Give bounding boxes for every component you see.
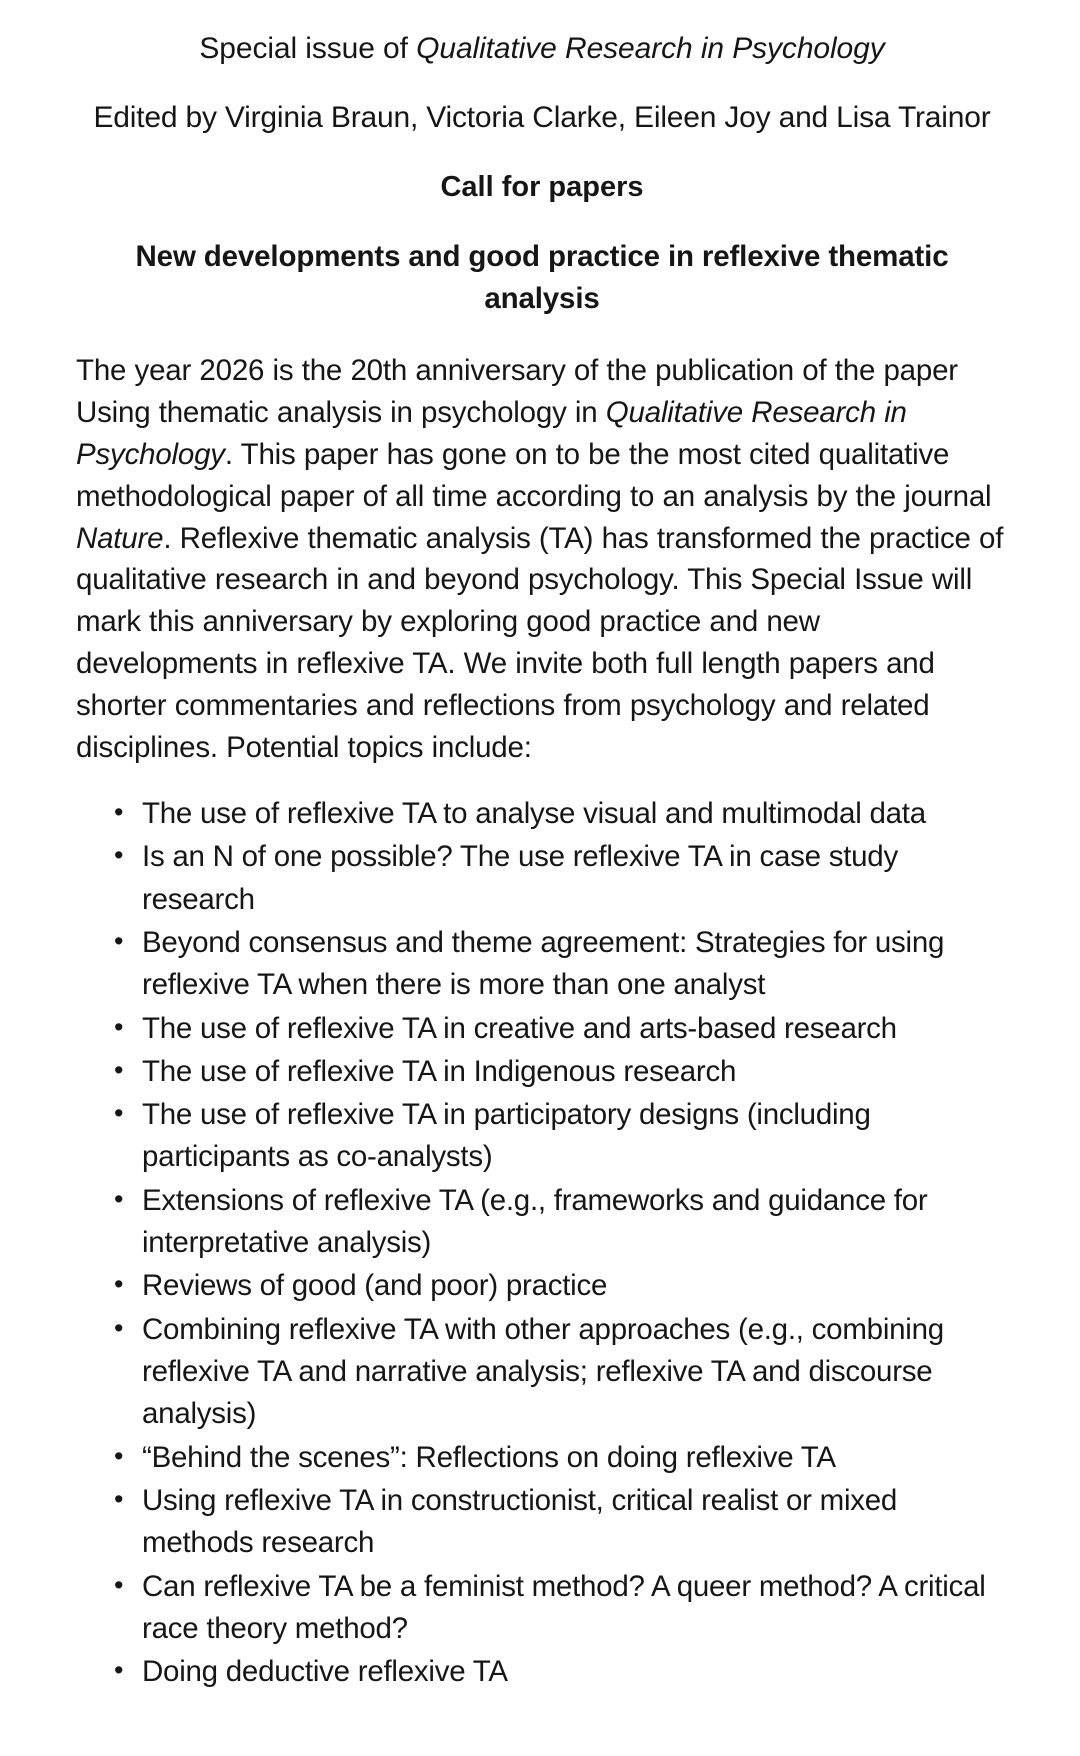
list-item: • Reviews of good (and poor) practice <box>110 1265 1008 1307</box>
list-item: • The use of reflexive TA in participatory designs (including participants as co-analysts) <box>110 1094 1008 1179</box>
intro-text-c: . Reflexive thematic analysis (TA) has transformed the practice of qualitative research in and beyond psychology. This Special Issue will mark this anniversary by exploring good practice and new developments in reflexive TA. We invite both full length papers and shorter commentaries and reflections from psychology and related disciplines. Potential topics include: <box>76 521 1004 764</box>
intro-paragraph <box>76 350 1008 769</box>
intro-text-a: The year 2026 is the 20th anniversary of the publication of the paper Using thematic analysis in psychology in <box>76 354 958 429</box>
special-issue-prefix: Special issue of <box>199 32 417 65</box>
special-issue-journal: Qualitative Research in Psychology <box>416 32 885 65</box>
call-for-papers-heading: Call for papers <box>440 171 644 204</box>
list-item: • The use of reflexive TA in Indigenous research <box>110 1051 1008 1093</box>
intro-journal-name: Qualitative Research in Psychology <box>76 395 907 471</box>
page-title: New developments and good practice in reflexive thematic analysis <box>135 240 949 316</box>
list-item: • Combining reflexive TA with other approaches (e.g., combining reflexive TA and narrative analysis; reflexive TA and discourse analysis) <box>110 1309 1008 1436</box>
list-item: • The use of reflexive TA to analyse visual and multimodal data <box>110 793 1008 835</box>
list-item: • Extensions of reflexive TA (e.g., frameworks and guidance for interpretative analysis) <box>110 1180 1008 1265</box>
special-issue-line <box>76 28 1008 71</box>
list-item: • Doing deductive reflexive TA <box>110 1651 1008 1693</box>
list-item: • Using reflexive TA in constructionist, critical realist or mixed methods research <box>110 1480 1008 1565</box>
editors-line: Edited by Virginia Braun, Victoria Clarke, Eileen Joy and Lisa Trainor <box>93 100 991 134</box>
list-item: • Is an N of one possible? The use reflexive TA in case study research <box>110 836 1008 921</box>
intro-nature-name: Nature <box>76 521 164 555</box>
list-item: • Can reflexive TA be a feminist method? A queer method? A critical race theory method? <box>110 1566 1008 1651</box>
intro-text-b: . This paper has gone on to be the most cited qualitative methodological paper of all time according to an analysis by the journal <box>76 437 992 513</box>
list-item: • Beyond consensus and theme agreement: Strategies for using reflexive TA when there is more than one analyst <box>110 922 1008 1007</box>
list-item: • The use of reflexive TA in creative and arts-based research <box>110 1008 1008 1050</box>
topics-list <box>76 793 1008 1694</box>
list-item: • “Behind the scenes”: Reflections on doing reflexive TA <box>110 1437 1008 1479</box>
